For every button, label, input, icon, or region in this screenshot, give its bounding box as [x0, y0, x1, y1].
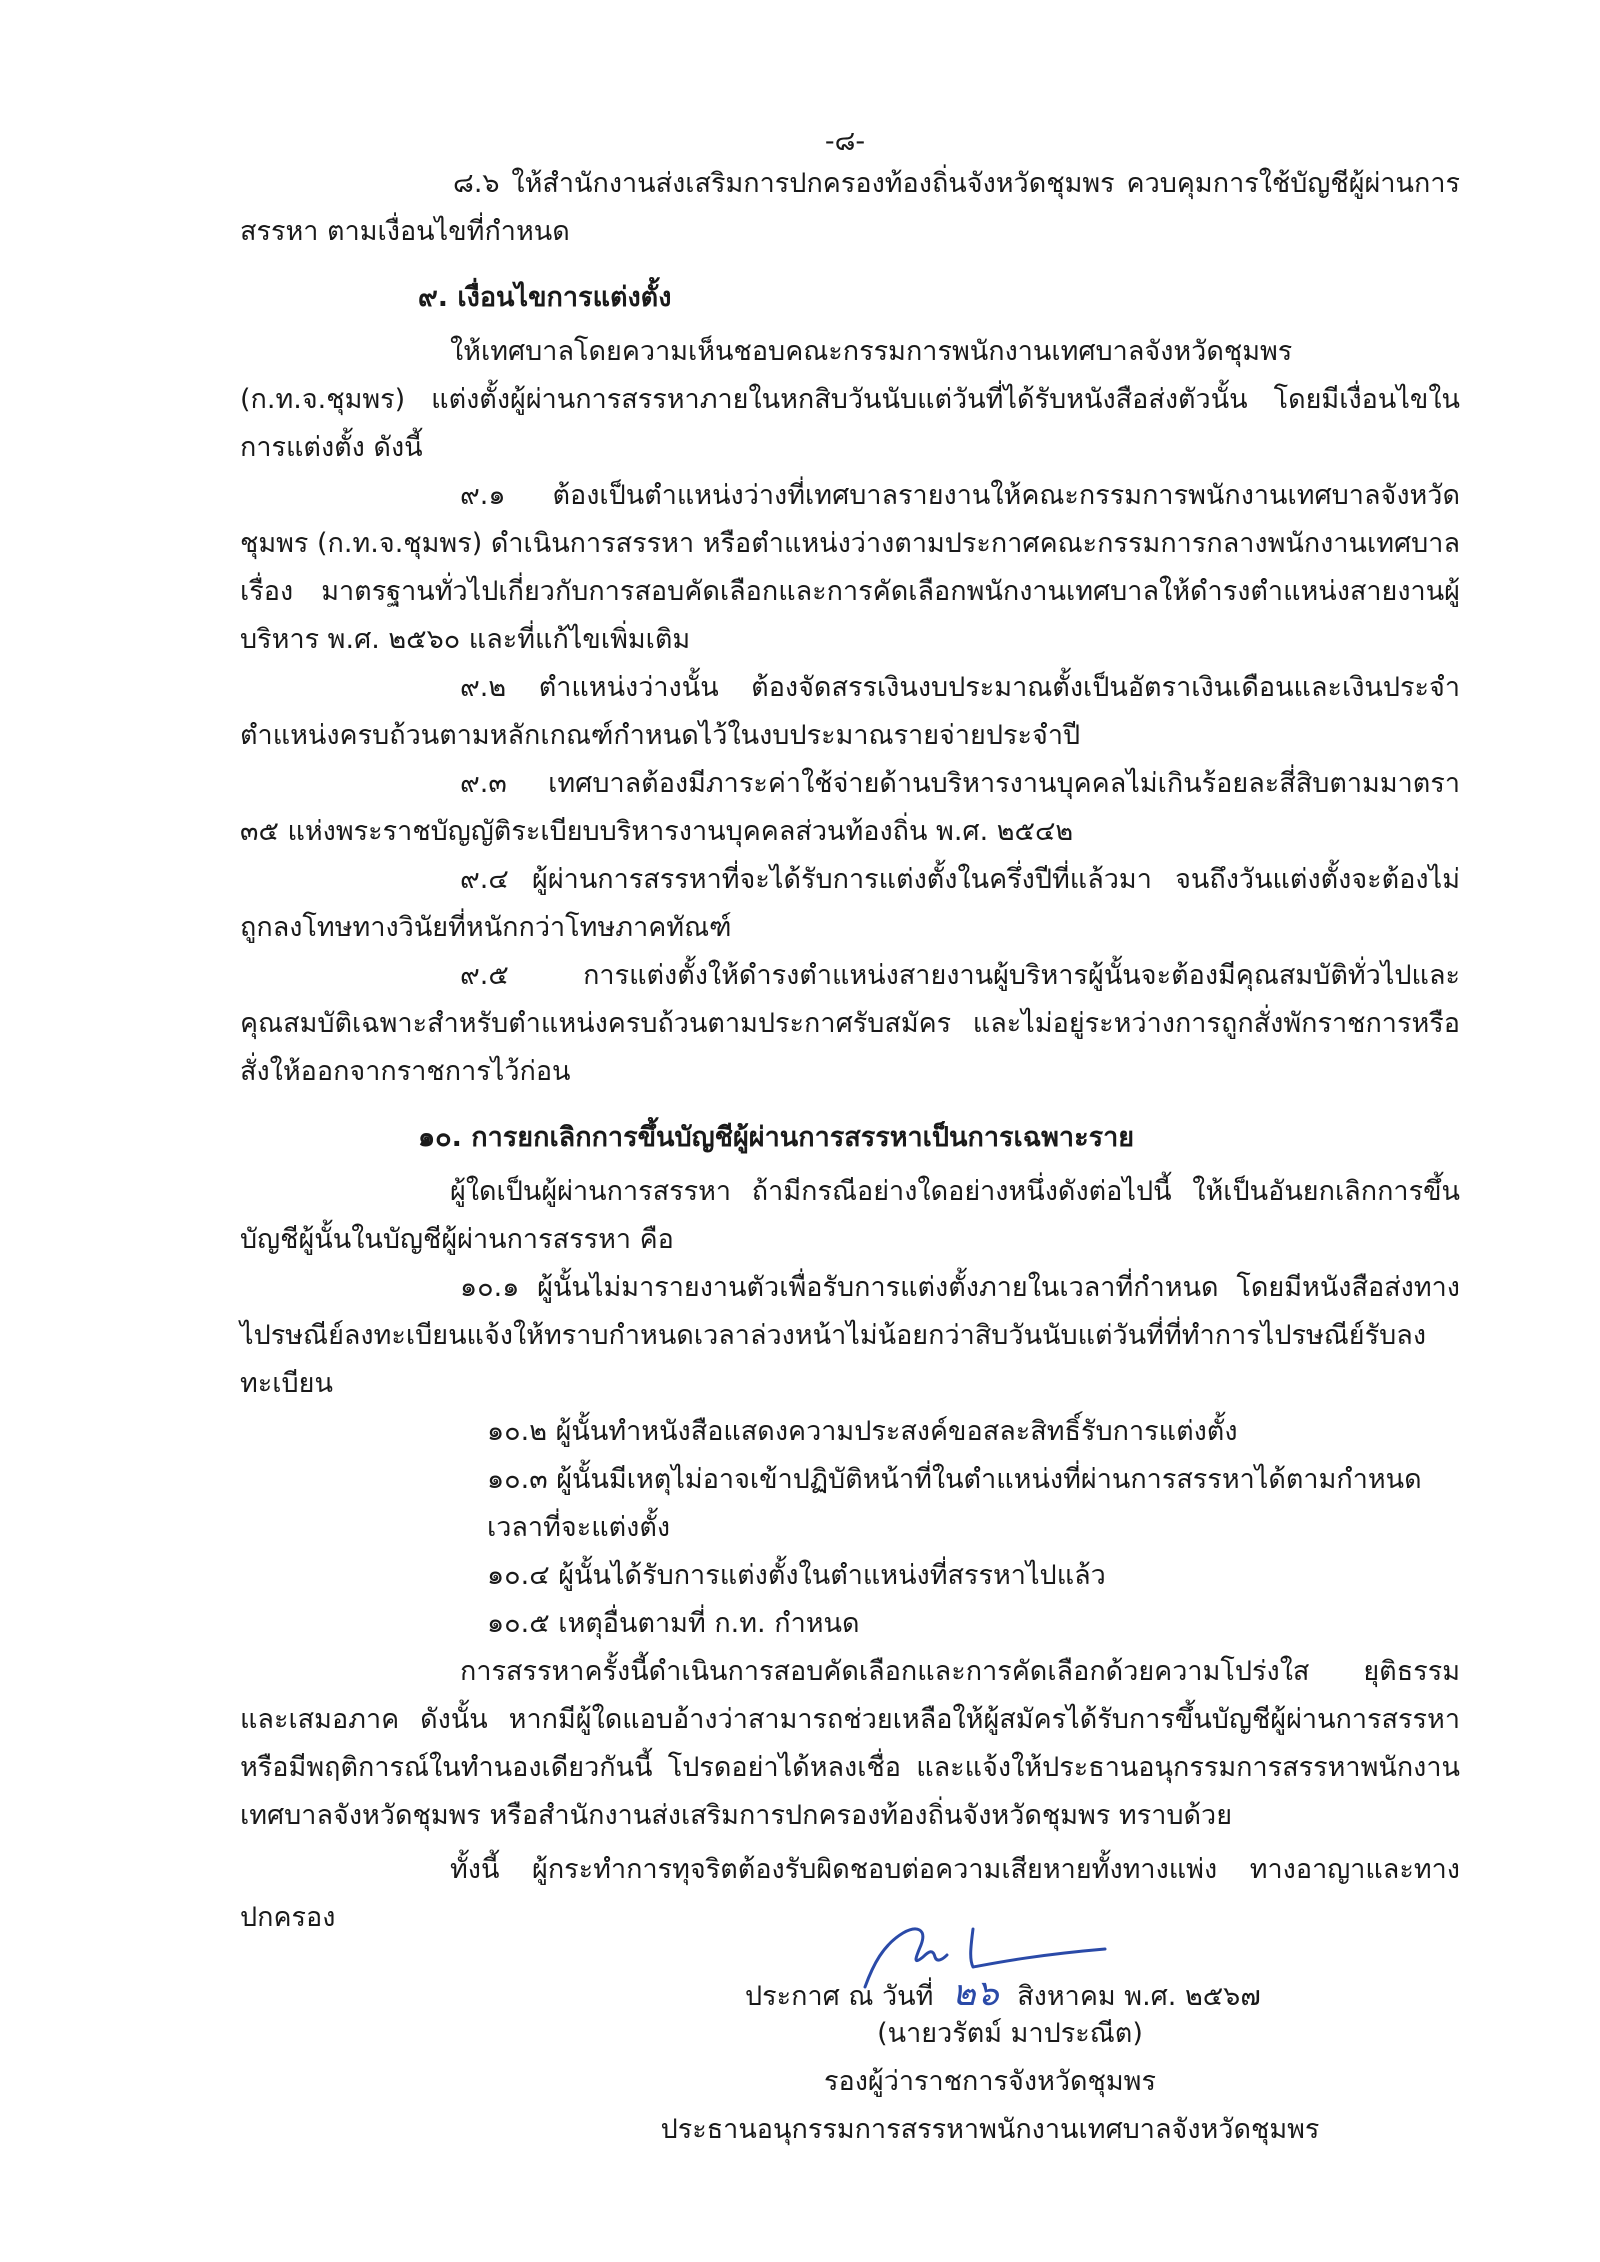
signatory-role: ประธานอนุกรรมการสรรหาพนักงานเทศบาลจังหวัดชุมพร [660, 2114, 1320, 2145]
signatory-position: รองผู้ว่าราชการจังหวัดชุมพร [824, 2066, 1156, 2097]
transparency-paragraph: การสรรหาครั้งนี้ดำเนินการสอบคัดเลือกและการคัดเลือกด้วยความโปร่งใส ยุติธรรมและเสมอภาค ดังนั้น หากมีผู้ใดแอบอ้างว่าสามารถช่วยเหลือให้ผู้สมัครได้รับการขึ้นบัญชีผู้ผ่านการสรรหา หรือมีพฤติการณ์ในทำนองเดียวกันนี้ โปรดอย่าได้หลงเชื่อ และแจ้งให้ประธานอนุกรรมการสรรหาพนักงานเทศบาลจังหวัดชุมพร หรือสำนักงานส่งเสริมการปกครองท้องถิ่นจังหวัดชุมพร ทราบด้วย [240, 1656, 1460, 1831]
page-number: -๘- [824, 126, 866, 157]
date-day-handwritten: ๒๖ [952, 1973, 999, 2014]
item-8-6-line1: ๘.๖ ให้สำนักงานส่งเสริมการปกครองท้องถิ่นจังหวัดชุมพร ควบคุมการใช้บัญชีผู้ผ่านการสรรหา [240, 168, 1460, 247]
item-10-4: ๑๐.๔ ผู้นั้นได้รับการแต่งตั้งในตำแหน่งที่สรรหาไปแล้ว [487, 1560, 1106, 1591]
item-8-6-line2: ตามเงื่อนไขที่กำหนด [327, 216, 570, 247]
item-9-5: ๙.๕ การแต่งตั้งให้ดำรงตำแหน่งสายงานผู้บริหารผู้นั้นจะต้องมีคุณสมบัติทั่วไปและคุณสมบัติเฉพาะสำหรับตำแหน่งครบถ้วนตามประกาศรับสมัคร และไม่อยู่ระหว่างการถูกสั่งพักราชการหรือสั่งให้ออกจากราชการไว้ก่อน [240, 960, 1460, 1087]
item-9-1: ๙.๑ ต้องเป็นตำแหน่งว่างที่เทศบาลรายงานให้คณะกรรมการพนักงานเทศบาลจังหวัดชุมพร (ก.ท.จ.ชุมพร) ดำเนินการสรรหา หรือตำแหน่งว่างตามประกาศคณะกรรมการกลางพนักงานเทศบาล เรื่อง มาตรฐานทั่วไปเกี่ยวกับการสอบคัดเลือกและการคัดเลือกพนักงานเทศบาลให้ดำรงตำแหน่งสายงานผู้บริหาร พ.ศ. ๒๕๖๐ และที่แก้ไขเพิ่มเติม [240, 480, 1460, 655]
item-10-3: ๑๐.๓ ผู้นั้นมีเหตุไม่อาจเข้าปฏิบัติหน้าที่ในตำแหน่งที่ผ่านการสรรหาได้ตามกำหนดเวลาที่จะแต่งตั้ง [487, 1464, 1422, 1543]
item-10-1: ๑๐.๑ ผู้นั้นไม่มารายงานตัวเพื่อรับการแต่งตั้งภายในเวลาที่กำหนด โดยมีหนังสือส่งทางไปรษณีย์ลงทะเบียนแจ้งให้ทราบกำหนดเวลาล่วงหน้าไม่น้อยกว่าสิบวันนับแต่วันที่ที่ทำการไปรษณีย์รับลงทะเบียน [240, 1272, 1460, 1399]
signature-block [640, 2010, 1340, 2154]
section-10-intro: ผู้ใดเป็นผู้ผ่านการสรรหา ถ้ามีกรณีอย่างใดอย่างหนึ่งดังต่อไปนี้ ให้เป็นอันยกเลิกการขึ้นบัญชีผู้นั้นในบัญชีผู้ผ่านการสรรหา คือ [240, 1176, 1460, 1255]
handwritten-signature [855, 1915, 1115, 1995]
item-10-5: ๑๐.๕ เหตุอื่นตามที่ ก.ท. กำหนด [487, 1608, 860, 1639]
signatory-name: (นายวรัตม์ มาประณีต) [877, 2018, 1143, 2049]
item-10-2: ๑๐.๒ ผู้นั้นทำหนังสือแสดงความประสงค์ขอสละสิทธิ์รับการแต่งตั้ง [487, 1416, 1238, 1447]
section-10-heading: ๑๐. การยกเลิกการขึ้นบัญชีผู้ผ่านการสรรหาเป็นการเฉพาะราย [418, 1122, 1135, 1153]
date-suffix: สิงหาคม พ.ศ. ๒๕๖๗ [1017, 1981, 1261, 2012]
section-9-heading: ๙. เงื่อนไขการแต่งตั้ง [418, 282, 672, 313]
document-body [240, 160, 1460, 2021]
liability-paragraph: ทั้งนี้ ผู้กระทำการทุจริตต้องรับผิดชอบต่อความเสียหายทั้งทางแพ่ง ทางอาญาและทางปกครอง [240, 1854, 1460, 1933]
section-9-intro: ให้เทศบาลโดยความเห็นชอบคณะกรรมการพนักงานเทศบาลจังหวัดชุมพร (ก.ท.จ.ชุมพร) แต่งตั้งผู้ผ่านการสรรหาภายในหกสิบวันนับแต่วันที่ได้รับหนังสือส่งตัวนั้น โดยมีเงื่อนไขในการแต่งตั้ง ดังนี้ [240, 336, 1460, 463]
item-9-4: ๙.๔ ผู้ผ่านการสรรหาที่จะได้รับการแต่งตั้งในครึ่งปีที่แล้วมา จนถึงวันแต่งตั้งจะต้องไม่ถูกลงโทษทางวินัยที่หนักกว่าโทษภาคทัณฑ์ [240, 864, 1460, 943]
item-8-6 [240, 160, 1460, 256]
date-prefix: ประกาศ ณ วันที่ [745, 1981, 934, 2012]
item-9-2: ๙.๒ ตำแหน่งว่างนั้น ต้องจัดสรรเงินงบประมาณตั้งเป็นอัตราเงินเดือนและเงินประจำตำแหน่งครบถ้วนตามหลักเกณฑ์กำหนดไว้ในงบประมาณรายจ่ายประจำปี [240, 672, 1460, 751]
item-9-3: ๙.๓ เทศบาลต้องมีภาระค่าใช้จ่ายด้านบริหารงานบุคคลไม่เกินร้อยละสี่สิบตามมาตรา ๓๕ แห่งพระราชบัญญัติระเบียบบริหารงานบุคคลส่วนท้องถิ่น พ.ศ. ๒๕๔๒ [240, 768, 1460, 847]
